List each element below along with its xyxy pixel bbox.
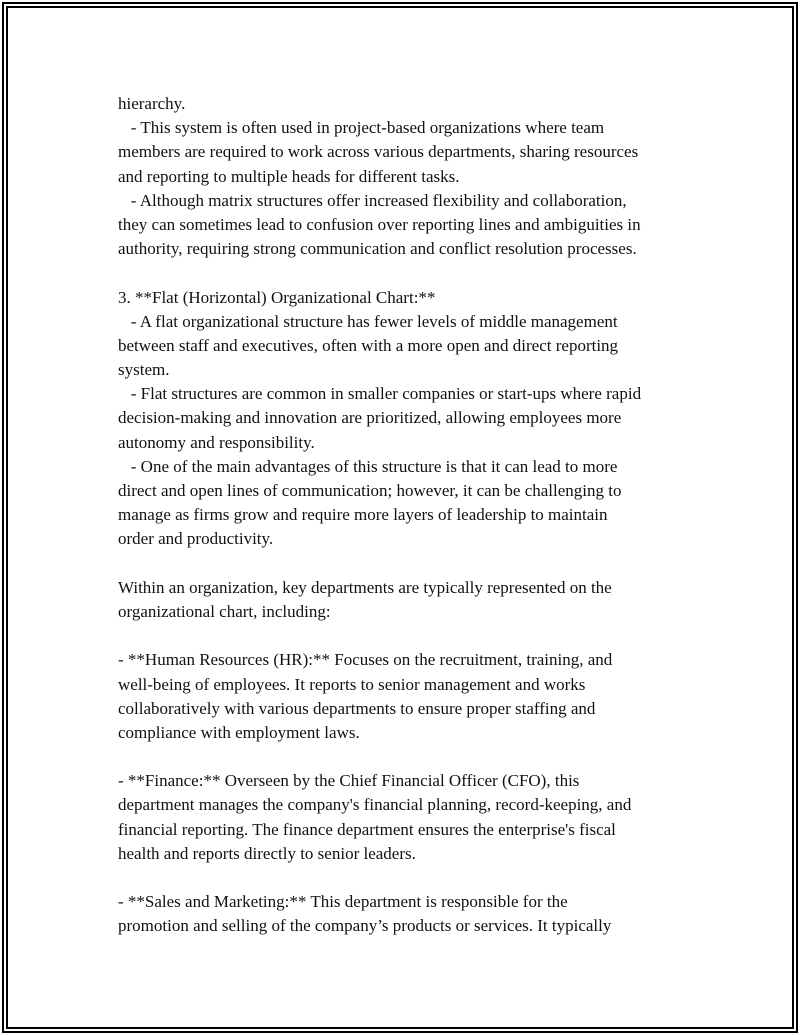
text-line: autonomy and responsibility. [118, 432, 315, 452]
text-line: order and productivity. [118, 529, 274, 549]
text-line: members are required to work across various departments, sharing resources [118, 142, 639, 162]
text-line: health and reports directly to senior leaders. [118, 843, 416, 863]
document-body [118, 92, 698, 939]
text-line: financial reporting. The finance department ensures the enterprise's fiscal [118, 819, 616, 839]
text-line: between staff and executives, often with a more open and direct reporting [118, 335, 619, 355]
text-line: decision-making and innovation are prioritized, allowing employees more [118, 408, 622, 428]
text-line: - A flat organizational structure has fewer levels of middle management [118, 311, 618, 331]
text-line: authority, requiring strong communication and conflict resolution processes. [118, 239, 637, 259]
text-line: organizational chart, including: [118, 601, 331, 621]
text-line: 3. **Flat (Horizontal) Organizational Chart:** [118, 287, 436, 307]
text-line: direct and open lines of communication; however, it can be challenging to [118, 481, 622, 500]
text-line: hierarchy. [118, 94, 186, 113]
text-line: system. [118, 360, 170, 380]
blank-line [118, 866, 698, 890]
text-line: - This system is often used in project-based organizations where team [118, 118, 605, 138]
blank-line [118, 552, 698, 576]
text-line: and reporting to multiple heads for different tasks. [118, 166, 460, 186]
text-line: well-being of employees. It reports to senior management and works [118, 674, 586, 694]
text-line: - **Human Resources (HR):** Focuses on the recruitment, training, and [118, 650, 613, 670]
text-line: department manages the company's financial planning, record-keeping, and [118, 795, 632, 815]
text-line: - **Finance:** Overseen by the Chief Financial Officer (CFO), this [118, 771, 580, 791]
blank-line [118, 624, 698, 648]
text-line: - One of the main advantages of this structure is that it can lead to more [118, 456, 618, 476]
text-line: compliance with employment laws. [118, 722, 360, 742]
text-line: manage as firms grow and require more layers of leadership to maintain [118, 505, 608, 525]
blank-line [118, 261, 698, 285]
text-line: - Flat structures are common in smaller companies or start-ups where rapid [118, 384, 642, 404]
text-line: collaboratively with various departments to ensure proper staffing and [118, 698, 596, 718]
blank-line [118, 745, 698, 769]
text-line: they can sometimes lead to confusion over reporting lines and ambiguities in [118, 214, 641, 234]
text-line: - Although matrix structures offer increased flexibility and collaboration, [118, 190, 627, 210]
text-line: - **Sales and Marketing:** This department is responsible for the [118, 892, 568, 912]
text-line: promotion and selling of the company’s products or services. It typically [118, 916, 612, 936]
text-line: Within an organization, key departments are typically represented on the [118, 577, 612, 597]
